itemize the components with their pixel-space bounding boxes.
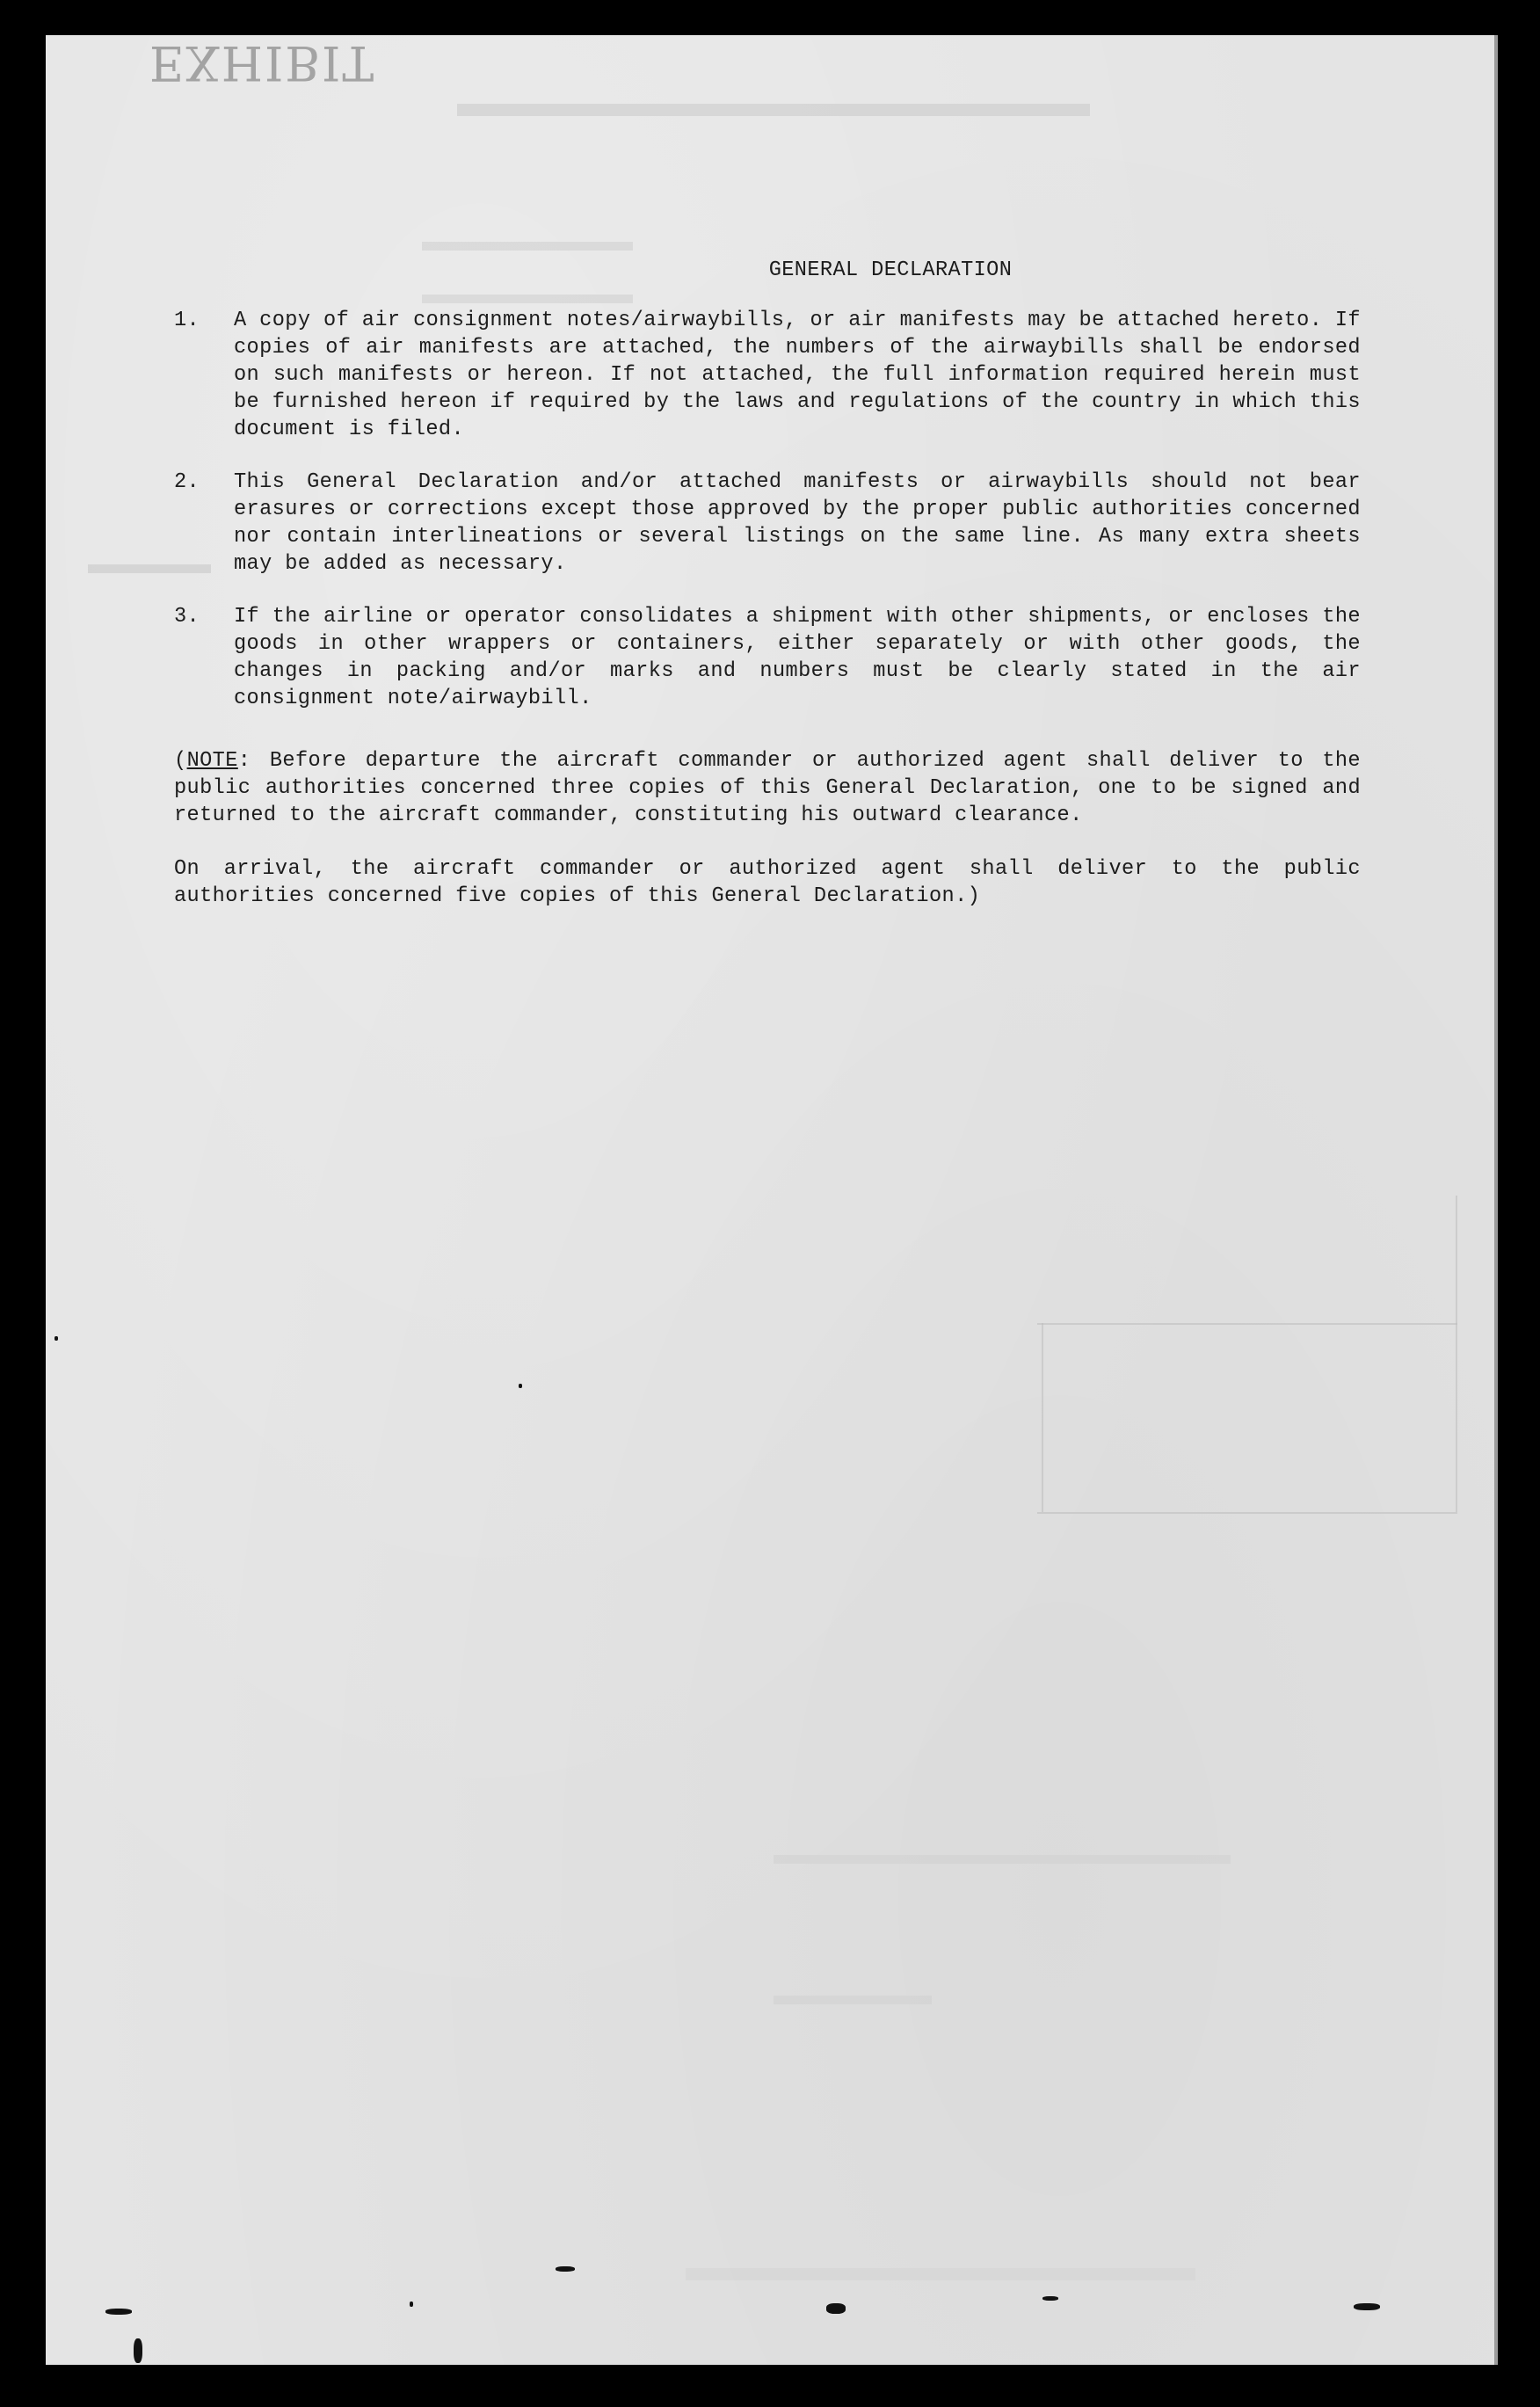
item-number: 2. (174, 470, 200, 494)
scan-artifact (105, 2309, 132, 2315)
scan-artifact (556, 2266, 575, 2272)
bleed-through-mark (774, 1855, 1231, 1864)
scan-artifact (134, 2338, 142, 2363)
scan-artifact (54, 1336, 58, 1341)
arrival-note: On arrival, the aircraft commander or authorized agent shall deliver to the public authorities concerned five copies of this General Declaration.) (174, 857, 1361, 908)
bleed-through-rule (1037, 1512, 1457, 1514)
bleed-through-rule (1456, 1196, 1457, 1512)
page-edge (1494, 35, 1498, 2365)
document-title: GENERAL DECLARATION (768, 258, 1013, 282)
departure-note (174, 747, 1361, 829)
bleed-through-mark (774, 1996, 932, 2004)
bleed-through-rule (1042, 1323, 1043, 1512)
scan-artifact (1042, 2296, 1058, 2301)
item-text: If the airline or operator consolidates a shipment with other shipments, or encloses the goods in other wrappers or containers, either separately or with other goods, the changes in packing and/or marks and numbers must be clearly stated in the air consignment note/airwaybill. (234, 605, 1361, 710)
scan-artifact (519, 1384, 522, 1388)
item-text: A copy of air consignment notes/airwaybills, or air manifests may be attached hereto. If copies of air manifests are attached, the numbers of the airwaybills shall be endorsed on such manifests or hereon. If not attached, the full information required herein must be furnished hereon if required by the laws and regulations of the country in which this document is filed. (234, 309, 1361, 441)
instruction-item (174, 307, 1361, 443)
item-text: This General Declaration and/or attached manifests or airwaybills should not bear erasures or corrections except those approved by the proper public authorities concerned nor contain interlineations or several listings on the same line. As many extra sheets may be added as necessary. (234, 470, 1361, 576)
scan-artifact (410, 2302, 413, 2307)
note-text: : Before departure the aircraft commander or authorized agent shall deliver to the public authorities concerned three copies of this General Declaration, one to be signed and returned to the aircraft commander, constituting his outward clearance. (174, 749, 1361, 827)
instruction-item (174, 603, 1361, 712)
bleed-through-rule (1037, 1323, 1457, 1325)
bleed-through-mark (686, 2268, 1195, 2280)
note-open-paren: ( (174, 749, 187, 773)
item-number: 1. (174, 309, 200, 332)
scan-artifact (1354, 2303, 1380, 2310)
instruction-item (174, 469, 1361, 578)
item-number: 3. (174, 605, 200, 629)
note-label: NOTE (186, 749, 238, 773)
exhibit-stamp: EXHIBIT (149, 35, 376, 91)
bleed-through-mark (457, 104, 1090, 116)
declaration-body (174, 257, 1361, 910)
bleed-through-mark (422, 242, 633, 251)
scan-artifact (826, 2303, 846, 2314)
